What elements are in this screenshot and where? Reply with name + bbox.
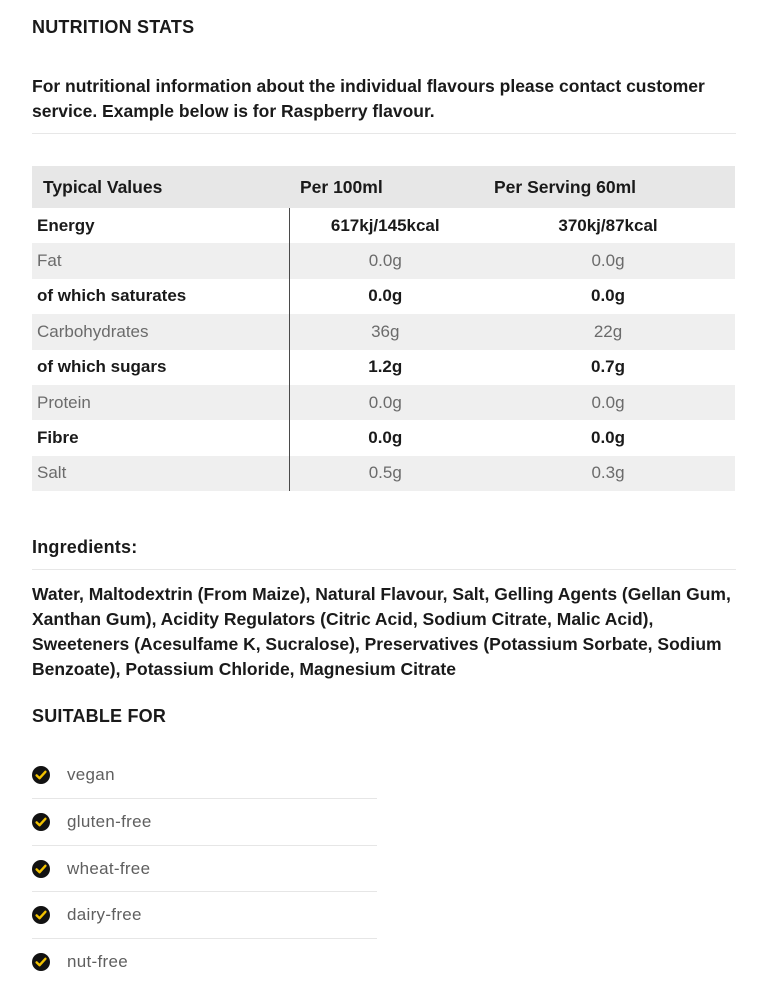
row-label: Fat bbox=[32, 243, 289, 278]
table-row bbox=[32, 385, 735, 420]
column-header-per-100ml: Per 100ml bbox=[289, 166, 481, 208]
nutrition-intro-text: For nutritional information about the individual flavours please contact customer service. Example below is for Raspberry flavour. bbox=[32, 76, 705, 121]
per-serving-value: 0.0g bbox=[481, 420, 735, 455]
per-100ml-value: 617kj/145kcal bbox=[289, 208, 481, 243]
divider bbox=[32, 569, 736, 570]
nutrition-table bbox=[32, 166, 736, 491]
per-100ml-value: 0.0g bbox=[289, 420, 481, 455]
check-circle-icon bbox=[32, 906, 50, 924]
table-row bbox=[32, 314, 735, 349]
table-row bbox=[32, 456, 735, 491]
suitable-item-label: wheat-free bbox=[67, 858, 151, 878]
per-100ml-value: 0.0g bbox=[289, 385, 481, 420]
row-label: of which sugars bbox=[32, 350, 289, 385]
suitable-for-list bbox=[32, 752, 377, 986]
row-label: Salt bbox=[32, 456, 289, 491]
table-row bbox=[32, 243, 735, 278]
row-label: Fibre bbox=[32, 420, 289, 455]
per-serving-value: 22g bbox=[481, 314, 735, 349]
check-circle-icon bbox=[32, 766, 50, 784]
suitable-item-label: dairy-free bbox=[67, 905, 142, 925]
suitable-item-label: vegan bbox=[67, 765, 115, 784]
per-serving-value: 0.0g bbox=[481, 385, 735, 420]
check-circle-icon bbox=[32, 813, 50, 831]
per-100ml-value: 0.5g bbox=[289, 456, 481, 491]
table-row bbox=[32, 279, 735, 314]
suitable-item bbox=[32, 846, 377, 893]
table-row bbox=[32, 208, 735, 243]
table-header-row bbox=[32, 166, 735, 208]
per-serving-value: 0.7g bbox=[481, 350, 735, 385]
per-serving-value: 370kj/87kcal bbox=[481, 208, 735, 243]
per-100ml-value: 36g bbox=[289, 314, 481, 349]
table-row bbox=[32, 420, 735, 455]
check-circle-icon bbox=[32, 860, 50, 878]
per-100ml-value: 0.0g bbox=[289, 279, 481, 314]
suitable-for-title: SUITABLE FOR bbox=[32, 706, 167, 726]
per-100ml-value: 1.2g bbox=[289, 350, 481, 385]
suitable-item-label: gluten-free bbox=[67, 811, 152, 831]
row-label: Carbohydrates bbox=[32, 314, 289, 349]
ingredients-text: Water, Maltodextrin (From Maize), Natural Flavour, Salt, Gelling Agents (Gellan Gum, Xanthan Gum), Acidity Regulators (Citric Acid, Sodium Citrate, Malic Acid), Sweeteners (Acesulfame K, Sucralose), Preservatives (Potassium Sorbate, Sodium Benzoate), Potassium Chloride, Magnesium Citrate bbox=[32, 584, 731, 679]
nutrition-stats-title: NUTRITION STATS bbox=[32, 17, 195, 37]
row-label: Energy bbox=[32, 208, 289, 243]
per-serving-value: 0.3g bbox=[481, 456, 735, 491]
column-header-per-serving: Per Serving 60ml bbox=[481, 166, 735, 208]
ingredients-title: Ingredients: bbox=[32, 537, 138, 557]
suitable-item bbox=[32, 752, 377, 799]
column-header-typical-values: Typical Values bbox=[32, 166, 289, 208]
per-100ml-value: 0.0g bbox=[289, 243, 481, 278]
row-label: of which saturates bbox=[32, 279, 289, 314]
suitable-item-label: nut-free bbox=[67, 952, 128, 972]
check-circle-icon bbox=[32, 953, 50, 971]
per-serving-value: 0.0g bbox=[481, 279, 735, 314]
table-row bbox=[32, 350, 735, 385]
divider bbox=[32, 133, 736, 134]
per-serving-value: 0.0g bbox=[481, 243, 735, 278]
suitable-item bbox=[32, 799, 377, 846]
row-label: Protein bbox=[32, 385, 289, 420]
suitable-item bbox=[32, 892, 377, 939]
suitable-item bbox=[32, 939, 377, 986]
